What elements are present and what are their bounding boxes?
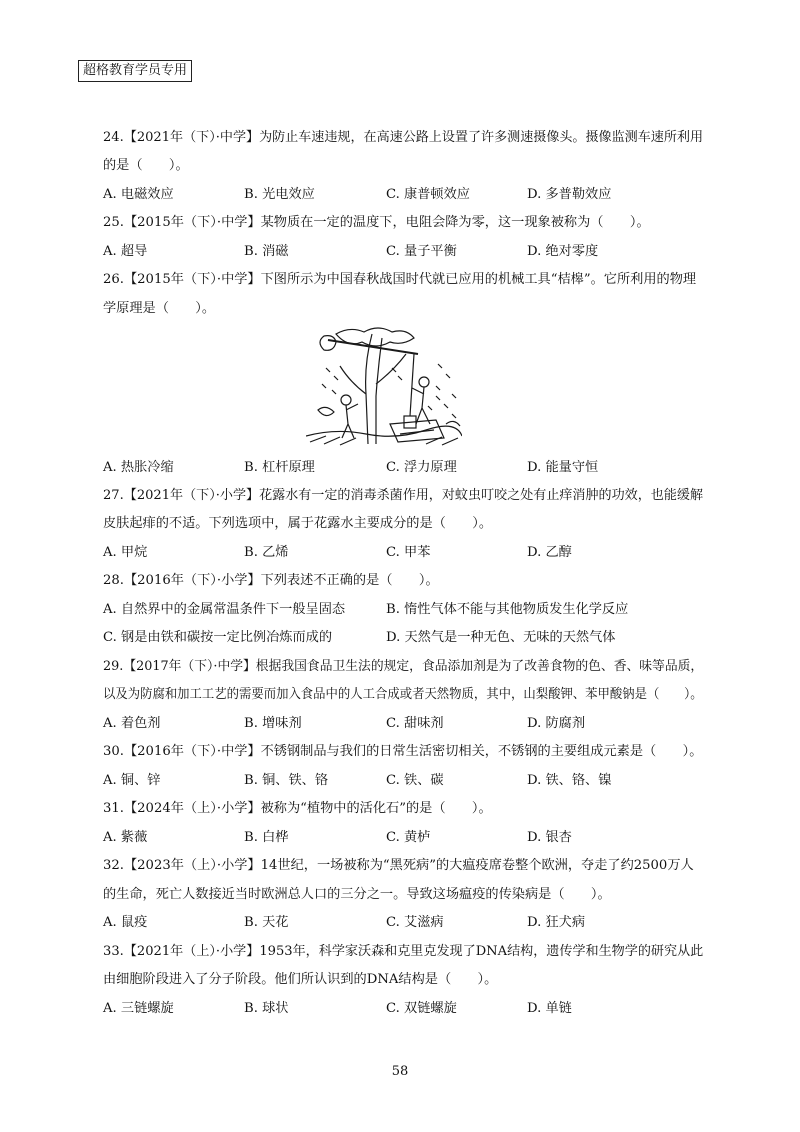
option-c: C. 甜味剂 bbox=[386, 716, 444, 731]
option-c: C. 量子平衡 bbox=[386, 244, 457, 259]
option-b: B. 天花 bbox=[244, 915, 289, 930]
option-d: D. 乙醇 bbox=[527, 545, 572, 560]
option-d: D. 防腐剂 bbox=[527, 716, 586, 731]
question-25-options bbox=[103, 242, 703, 262]
question-24-options bbox=[103, 185, 703, 205]
option-a: A. 鼠疫 bbox=[103, 915, 148, 930]
option-c: C. 黄栌 bbox=[386, 830, 431, 845]
question-27-options bbox=[103, 543, 703, 563]
question-33-line-1: 33.【2021年（上）·小学】1953年，科学家沃森和克里克发现了DNA结构，遗传学和生物学的研究从此 bbox=[103, 944, 704, 959]
question-28-options-row-1 bbox=[103, 600, 703, 620]
option-a: A. 紫薇 bbox=[103, 830, 148, 845]
option-a: A. 甲烷 bbox=[103, 545, 148, 560]
question-27-line-1: 27.【2021年（下）·小学】花露水有一定的消毒杀菌作用，对蚊虫叮咬之处有止痒消肿的功效，也能缓解 bbox=[103, 488, 704, 503]
option-c: C. 钢是由铁和碳按一定比例冶炼而成的 bbox=[103, 630, 333, 645]
question-30-line-1: 30.【2016年（下）·中学】不锈钢制品与我们的日常生活密切相关，不锈钢的主要组成元素是（ ）。 bbox=[103, 744, 703, 759]
option-c: C. 浮力原理 bbox=[386, 460, 457, 475]
option-b: B. 消磁 bbox=[244, 244, 289, 259]
option-a: A. 着色剂 bbox=[103, 716, 161, 731]
option-b: B. 光电效应 bbox=[244, 187, 315, 202]
option-d: D. 单链 bbox=[527, 1001, 572, 1016]
option-c: C. 艾滋病 bbox=[386, 915, 444, 930]
option-c: C. 甲苯 bbox=[386, 545, 431, 560]
option-a: A. 超导 bbox=[103, 244, 148, 259]
question-26-line-1: 26.【2015年（下）·中学】下图所示为中国春秋战国时代就已应用的机械工具“桔槔”。它所利用的物理 bbox=[103, 272, 697, 287]
question-24-line-1: 24.【2021年（下）·中学】为防止车速违规，在高速公路上设置了许多测速摄像头。摄像监测车速所利用 bbox=[103, 130, 704, 145]
option-d: D. 银杏 bbox=[527, 830, 572, 845]
question-27-line-2: 皮肤起痱的不适。下列选项中，属于花露水主要成分的是（ ）。 bbox=[103, 516, 493, 531]
question-31-line-1: 31.【2024年（上）·小学】被称为“植物中的活化石”的是（ ）。 bbox=[103, 801, 492, 816]
question-32-line-1: 32.【2023年（上）·小学】14世纪，一场被称为“黑死病”的大瘟疫席卷整个欧洲，夺走了约2500万人 bbox=[103, 858, 694, 873]
option-c: C. 康普顿效应 bbox=[386, 187, 470, 202]
question-33-options bbox=[103, 999, 703, 1019]
page-number: 58 bbox=[391, 1064, 409, 1079]
option-a: A. 铜、锌 bbox=[103, 773, 161, 788]
option-b: B. 惰性气体不能与其他物质发生化学反应 bbox=[386, 602, 629, 617]
question-25-line-1: 25.【2015年（下）·中学】某物质在一定的温度下，电阻会降为零，这一现象被称为（ ）。 bbox=[103, 215, 650, 230]
option-b: B. 乙烯 bbox=[244, 545, 289, 560]
option-b: B. 球状 bbox=[244, 1001, 289, 1016]
option-d: D. 铁、铬、镍 bbox=[527, 773, 612, 788]
question-31-options bbox=[103, 828, 703, 848]
option-d: D. 天然气是一种无色、无味的天然气体 bbox=[386, 630, 616, 645]
option-d: D. 绝对零度 bbox=[527, 244, 599, 259]
question-30-options bbox=[103, 771, 703, 791]
question-29-options bbox=[103, 714, 703, 734]
option-b: B. 铜、铁、铬 bbox=[244, 773, 329, 788]
jiegao-well-sweep-illustration bbox=[306, 324, 462, 448]
option-c: C. 铁、碳 bbox=[386, 773, 444, 788]
option-d: D. 多普勒效应 bbox=[527, 187, 612, 202]
option-b: B. 增味剂 bbox=[244, 716, 302, 731]
option-b: B. 白桦 bbox=[244, 830, 289, 845]
option-d: D. 狂犬病 bbox=[527, 915, 586, 930]
option-a: A. 电磁效应 bbox=[103, 187, 174, 202]
header-label: 超格教育学员专用 bbox=[78, 60, 192, 82]
question-26-line-2: 学原理是（ ）。 bbox=[103, 301, 216, 316]
question-32-line-2: 的生命，死亡人数接近当时欧洲总人口的三分之一。导致这场瘟疫的传染病是（ ）。 bbox=[103, 887, 611, 902]
question-24-line-2: 的是（ ）。 bbox=[103, 158, 189, 173]
question-28-options-row-2 bbox=[103, 628, 703, 648]
question-29-line-2: 以及为防腐和加工工艺的需要而加入食品中的人工合成或者天然物质，其中，山梨酸钾、苯甲酸钠是（ ）。 bbox=[103, 687, 703, 702]
option-d: D. 能量守恒 bbox=[527, 460, 599, 475]
question-28-line-1: 28.【2016年（下）·小学】下列表述不正确的是（ ）。 bbox=[103, 573, 439, 588]
option-a: A. 自然界中的金属常温条件下一般呈固态 bbox=[103, 602, 346, 617]
option-c: C. 双链螺旋 bbox=[386, 1001, 457, 1016]
question-29-line-1: 29.【2017年（下）·中学】根据我国食品卫生法的规定，食品添加剂是为了改善食物的色、香、味等品质， bbox=[103, 659, 704, 674]
question-26-options bbox=[103, 458, 703, 478]
question-32-options bbox=[103, 913, 703, 933]
question-33-line-2: 由细胞阶段进入了分子阶段。他们所认识到的DNA结构是（ ）。 bbox=[103, 972, 498, 987]
option-a: A. 三链螺旋 bbox=[103, 1001, 174, 1016]
option-b: B. 杠杆原理 bbox=[244, 460, 315, 475]
option-a: A. 热胀冷缩 bbox=[103, 460, 174, 475]
